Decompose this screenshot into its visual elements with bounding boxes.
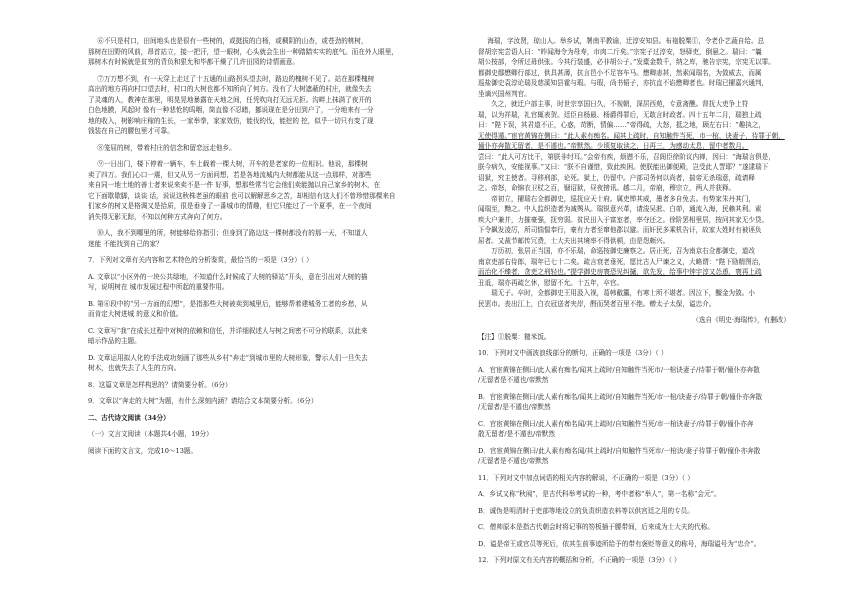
text-line: 下令飙发凌厉，所司惴惴奉行，豪有力者至窜他郡以避。而奸民多乘机告讦，故家大姓时有被诬负 <box>478 226 762 234</box>
text-line: 帝初立，擢瑞右佥都御史，巡抚应天十府。属吏惮其威，墨者多自免去。有势家朱丹其门， <box>478 194 755 203</box>
section-heading: 二、古代诗文阅读（34分） <box>88 413 170 422</box>
right-column <box>478 36 790 566</box>
question-9: 9．文章以“奔走的大树”为题，有什么深刻内涵？请结合文本简要分析。（6分） <box>88 397 318 405</box>
text-line: 疾大户兼并，力摧豪强，抚穷弱。贫民田入于富室者，率夺还之。徐阶罢相里居，按问其家无少贷。 <box>478 215 769 224</box>
essay-paragraph-7 <box>88 74 424 137</box>
text-line: 它下面歇歇脚，谈谈 话，说说这秋株老虽的眼前 也可以解解思乡之苦，却相信有这人们不曾珍惜那棵来自 <box>88 191 396 200</box>
text-line: 了灵魂的人，教神在那里，明晃晃地暴露在天地之间，任凭吹向打无远无拒。沟畔上抹满了夜开的 <box>88 95 372 104</box>
option-7b-cont: 而肯定大树进城 的意义和价值。 <box>88 310 183 318</box>
text-line: ⑦万万想不到，有一天穿上走过了十五通的山路拐头望去时，路边的槐树不见了。站在那棵槐树 <box>97 74 375 83</box>
classical-passage <box>478 36 790 309</box>
text-line: 民罢市。丧出江上，白衣冠送者夹岸，酹而哭者百里不绝。赠太子太保，谥忠介。 <box>478 299 716 308</box>
option-10c-cont: 散无留者/是不遁也/帝默然 <box>478 430 555 438</box>
text-line: 之。帝怒，命锦衣卫杖之百，锢诏狱，昼夜搒讯。越二月，帝崩，穆宗立，两人并获释。 <box>478 184 736 192</box>
option-10b: B．官宦黄锦在侧曰/此人素有痴名/闻其上疏时/自知触忤当死/市一棺/诀妻子/待罪于朝/僮仆亦奔散 <box>478 392 763 401</box>
option-10a: A．官宦黄锦在侧曰/此人素有痴名/闻其上疏时/自知触忤当死市/一棺诀妻子/待罪于朝/僮仆亦奔散 <box>478 365 760 374</box>
option-7c-cont: 暗示作品的主题。 <box>88 337 141 345</box>
option-11c: C．僧帅原本是指古代朝会时将记事的笏板插于腰带间，后来成为士大夫的代称。 <box>478 523 714 531</box>
option-7a-cont: 写，说明树在 城市发展过程中所起的重要作用。 <box>88 283 229 291</box>
text-line: 朕今病久，安能视事。”又曰：“朕不自谨惜，致此疾困。使朕能出御便殿，岂受此人詈耶？”遂逮瑞下 <box>478 163 769 171</box>
option-10b-cont: /无留者/是不遁也/帝默然 <box>478 403 551 411</box>
essay-paragraph-8: ⑧笼屈的树，带着村庄的信念和留恋远走他乡。 <box>97 143 236 152</box>
essay-paragraph-9 <box>88 159 424 222</box>
text-line: 万历初，张居正当国，亦不乐瑞，命巡按御史廉察之。居正死，召为南京右佥都御史，道改 <box>478 247 755 255</box>
text-line: 巡盐御史袁淳论瑞及慈溪知县霍与瑕。与瑕，尚书韬子，亦抗直不谄懋卿者也。时瑞已擢嘉兴通判， <box>478 79 769 87</box>
reading-instruction: 阅读下面的文言文，完成10～13题。 <box>88 446 198 455</box>
text-line: 白色地膜，风起时 像有一种悲怆的呜咽，简直像不忍睹，挪说现在是分田到户了，一分地来有一分 <box>88 106 374 114</box>
question-10: 10．下列对文中画波浪线部分的断句，正确的一项是（3分）（ ） <box>478 349 668 357</box>
text-line: 钱装在自己的腰包里才可靠。 <box>88 127 174 135</box>
text-line: 丑诋，瑞亦再疏乞休，慰留不允。十五年，卒官。 <box>478 278 624 287</box>
option-7c: C. 文章写“我”在成长过程中对树的依赖和信任，并详细叙述人与树之间密不可分的联系，以此来 <box>88 326 368 335</box>
text-line: 迷能 不能找到自己的家？ <box>88 239 163 248</box>
text-line-underlined: 僮仆亦奔散无留者，是不遁也。”帝默然。少顷复取读之，日再三，为感动太息，留中者数月。 <box>478 142 749 150</box>
option-11d: D．谥是帝王或官员等死后，依其生前事迹所给予的带有褒贬等意义的称号，海瑞谥号为“忠介”。 <box>478 539 761 548</box>
essay-paragraph-6 <box>88 36 424 68</box>
text-line: 尝曰：“此人可方比干，第朕非纣耳。”会帝有疾，烦懑不乐，召阁臣徐阶议内禅，因曰：“海瑞言俱是， <box>478 152 775 161</box>
text-line: 地的收入，树影响庄稼的生长，一家举拳，家家效仿，能伐的伐，能挖的 挖，似乎一切只有变了现 <box>88 116 374 125</box>
text-line: 那树木有时候就是贫穷的背负和狠允和毕都干燥了几许田园的诗情画意。 <box>88 58 299 66</box>
text-line: ⑥不只是村口，田间地头也是很有一些树的，或挺拔的白杨，或稠阴的山杏，或苍劲的桃树， <box>97 37 368 45</box>
option-10a-cont: /无留者是不遁也/帝默然 <box>478 376 549 384</box>
option-7a: A. 文章以“小区外的一块公共绿地，不知道什么时候成了大树的驿站”开头，意在引出对大树的描 <box>88 272 368 281</box>
text-line: 那树在田野的风前，昂首站立，接一把汗，望一眼树，心头就会生出一种踏踏实实的底气。而在外人眼里， <box>88 47 398 56</box>
text-line-underlined: 无使得遁。”宦官黄锦在侧曰：“此人素有痴名。闻其上疏时，自知触忤当死，市一棺，诀妻子，待罪于朝， <box>478 131 785 140</box>
left-column <box>88 36 424 456</box>
option-7d: D. 文章运用拟人化的手法成功刻画了那些从乡村“奔走”到城市里的大树形象，警示人们一旦失去 <box>88 353 368 362</box>
essay-paragraph-10 <box>88 228 424 249</box>
text-line: 坐谪兴国州判官。 <box>478 89 531 98</box>
text-line: 瑞无子。卒时，佥都御史王用汲入视，葛帏敝籝，有寒士所不堪者。因泣下，醵金为敛。小 <box>478 289 755 297</box>
text-line: 高出的地方再向村口望去时，村口的大树也都不知所向了何方。没有了大树遮蔽的村庄，就像失去 <box>88 85 372 93</box>
text-line: 们家乡的树又是格调又是拾质，很是垂身了一番城市的情趣，但它只能过了一个夏季，在一个夜间 <box>88 202 372 210</box>
question-7: 7．下列对文章有关内容和艺术特色的分析鉴赏，最恰当的一项是（3分）（ ） <box>88 256 313 264</box>
text-line: ⑨一日出门，楼下停着一辆车，车上载着一棵大树，开车的是老家的一位相识。他说，那棵树 <box>97 160 368 168</box>
text-line: 南京吏部右侍郎，瑞年已七十二矣。疏言衰老垂死，愿比古人尸谏之义，大略谓：“陛下励精图治， <box>478 257 765 266</box>
text-line: 曰：“陛下误，其君道不正，心惑，苛断，情偏……”帝得疏，大怒，抵之地，顾左右曰：“趣执之， <box>478 121 766 129</box>
question-8: 8．这篇文章是怎样构思的？请简要分析。（6分） <box>88 380 232 389</box>
text-line: 消失得无影无踪，不知以何种方式奔向了何方。 <box>88 212 227 221</box>
text-line: 久之，就迁户部主事，时世宗享国日久，不视朝，深居西苑，专意斋醮。督抚大吏争上符 <box>478 100 749 108</box>
text-line: 诏狱，究主使者。寻移刑部，论死。狱上，仍留中。户部司务何以尚者，揣帝无杀瑞意，疏请释 <box>478 173 755 182</box>
text-line: 卖了四万。我们心口一震，但又从另一方面问想，若是各地流城内大树都能从这一点那样，对那些 <box>88 170 372 179</box>
subsection-heading: （一）文言文阅读（本题共4小题，19分） <box>88 430 213 438</box>
text-line: 来自同一地土地的善士者来说来卖不是一件 好事，想那些常当它会他们卖能抛以自己家乡的树木，在 <box>88 181 381 189</box>
text-line: 都御史鄢懋卿行部过，供具甚薄，抗言邑小不足容车马。懋卿恚甚，然素闻瑞名，为敛威去，而属 <box>478 68 762 77</box>
text-line: 闻瑞至，黝之。中人监织造者为减舆从。瑞锐意兴革，请浚吴淞、白茆，通流入海，民赖其利。素 <box>478 205 762 213</box>
option-10d-cont: /无留者是不遁也/帝默然 <box>478 457 549 465</box>
option-11a: A．乡试又称“秋闱”，是古代科举考试的一种，考中者称“举人”，第一名称“会元”。 <box>478 490 721 498</box>
question-12: 12．下列对原文有关内容的概括和分析，不正确的一项是（3分）（ ） <box>478 556 681 564</box>
option-7b: B. 第⑥段中的“另一方面的幻想”，是指那些大树被卖到城里后，能够帮着建城务工者的乡愁，从 <box>88 299 368 308</box>
question-11: 11．下列对文中加点词语的相关内容的解说，不正确的一项是（3分）（ ） <box>478 473 694 482</box>
passage-source: （选自《明史·海瑞传》，有删改） <box>692 316 790 324</box>
text-line-underlined: 而治化不臻者，贪吏之刑轻也。”提学御史房寰恐见纠擿，欲先发，给事中钟宇淳又怂恿，寰再上疏 <box>478 268 762 276</box>
text-line: ⑩人，我不到哪里的所，树能够给你指引；但身到了路边这一棵树都没有的那一天，不知道人 <box>97 229 368 237</box>
option-10c: C．官宦黄锦在侧曰/此人素有痴名闻/其上疏时/自知触忤当死/市一棺诀妻子/待罪于朝/僮仆亦奔 <box>478 419 754 428</box>
text-line: 海瑞，字汝贤，琼山人。举乡试，署南平教谕，迁淳安知县。布袍脱粟①，令老仆艺蔬自给。总 <box>487 37 765 45</box>
option-11b: B．诚伪是明清时于吏部等地设立的负责织造衣料等以供宫廷之用的专员。 <box>478 506 694 515</box>
text-line: 瑞，以为祥瑞，礼官辄表贺。廷臣自杨最、杨爵得罪后，无敢言时政者。四十五年二月，瑞独上疏 <box>478 110 762 119</box>
passage-note: 【注】①脱粟：糙米饭。 <box>478 332 551 341</box>
text-line: 督胡宗宪尝语人曰：“昨闻海令为母寿，市肉二斤矣。”宗宪子过淳安，怒驿吏，倒悬之。瑞曰：“曩 <box>478 47 762 56</box>
option-10d: D．官宦黄锦在侧曰/此人素有痴名闻/其上疏时/自知触忤当死市/一棺诀/妻子待罪于朝/僮仆亦奔散 <box>478 446 761 455</box>
option-7d-cont: 树木，也就失去了人生的方向。 <box>88 364 181 372</box>
text-line: 屈者。又裁节邮传冗费，士大夫出其境率不得供顿，由是怨颇兴。 <box>478 236 670 245</box>
text-line: 胡公按部，令所过毋供张。今其行装盛，必非胡公子。”发橐金数千，纳之库，驰告宗宪，宗宪无以罪。 <box>478 58 775 66</box>
